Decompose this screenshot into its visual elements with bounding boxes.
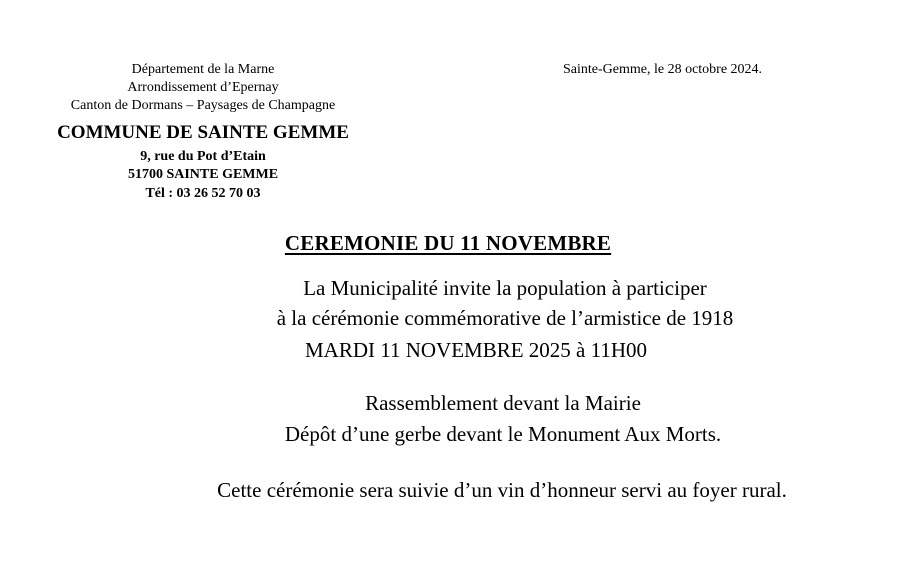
event-datetime: MARDI 11 NOVEMBRE 2025 à 11H00 — [304, 338, 648, 362]
arrondissement-line: Arrondissement d’Epernay — [127, 80, 279, 95]
address-street: 9, rue du Pot d’Etain — [140, 149, 266, 164]
closing-line: Cette cérémonie sera suivie d’un vin d’honneur servi au foyer rural. — [217, 478, 787, 502]
commune-name: COMMUNE DE SAINTE GEMME — [57, 122, 349, 143]
invite-line-1: La Municipalité invite la population à participer — [303, 276, 707, 300]
document-title: CEREMONIE DU 11 NOVEMBRE — [284, 231, 612, 255]
address-city: 51700 SAINTE GEMME — [127, 167, 279, 182]
program-line-2: Dépôt d’une gerbe devant le Monument Aux Morts. — [284, 422, 722, 446]
date-line: Sainte-Gemme, le 28 octobre 2024. — [563, 62, 763, 77]
canton-line: Canton de Dormans – Paysages de Champagne — [70, 98, 336, 113]
phone-line: Tél : 03 26 52 70 03 — [145, 186, 261, 201]
program-line-1: Rassemblement devant la Mairie — [365, 391, 641, 415]
department-line: Département de la Marne — [131, 62, 275, 77]
invite-line-2: à la cérémonie commémorative de l’armistice de 1918 — [276, 306, 734, 330]
